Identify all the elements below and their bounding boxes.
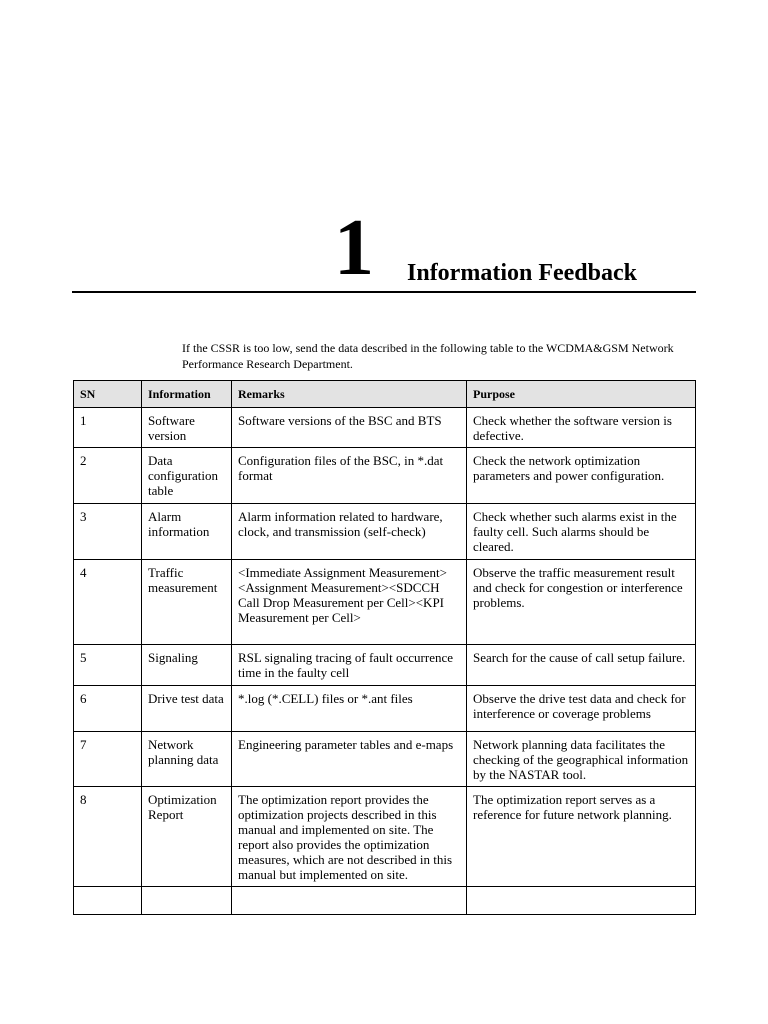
cell-sn: 4 <box>74 560 142 645</box>
cell-purpose: Observe the drive test data and check for interference or coverage problems <box>467 686 696 732</box>
cell-sn: 6 <box>74 686 142 732</box>
cell-purpose: Check whether such alarms exist in the faulty cell. Such alarms should be cleared. <box>467 504 696 560</box>
cell-information: Alarm information <box>142 504 232 560</box>
cell-sn: 3 <box>74 504 142 560</box>
cell-information: Traffic measurement <box>142 560 232 645</box>
cell-sn: 2 <box>74 448 142 504</box>
chapter-title: Information Feedback <box>407 260 637 286</box>
header-remarks: Remarks <box>232 381 467 408</box>
cell-remarks: Software versions of the BSC and BTS <box>232 408 467 448</box>
cell-sn: 7 <box>74 732 142 787</box>
information-table <box>73 380 696 915</box>
cell-purpose: Observe the traffic measurement result and check for congestion or interference problems. <box>467 560 696 645</box>
chapter-number: 1 <box>334 204 374 292</box>
cell-information: Drive test data <box>142 686 232 732</box>
table-row <box>74 504 696 560</box>
cell-remarks: Alarm information related to hardware, clock, and transmission (self-check) <box>232 504 467 560</box>
cell-purpose: Check whether the software version is defective. <box>467 408 696 448</box>
cell-purpose <box>467 887 696 915</box>
cell-purpose: Network planning data facilitates the checking of the geographical information by the NASTAR tool. <box>467 732 696 787</box>
table-row <box>74 787 696 887</box>
table-header-row <box>74 381 696 408</box>
chapter-divider <box>72 291 696 293</box>
table-row <box>74 408 696 448</box>
cell-remarks <box>232 887 467 915</box>
table-row <box>74 686 696 732</box>
intro-paragraph: If the CSSR is too low, send the data described in the following table to the WCDMA&GSM Network Performance Research Department. <box>182 341 674 371</box>
cell-remarks: The optimization report provides the optimization projects described in this manual and implemented on site. The report also provides the optimization measures, which are not described in this manual but implemented on site. <box>232 787 467 887</box>
cell-purpose: Check the network optimization parameters and power configuration. <box>467 448 696 504</box>
cell-remarks: Engineering parameter tables and e-maps <box>232 732 467 787</box>
cell-information: Optimization Report <box>142 787 232 887</box>
cell-purpose: The optimization report serves as a reference for future network planning. <box>467 787 696 887</box>
header-purpose: Purpose <box>467 381 696 408</box>
table-row-empty <box>74 887 696 915</box>
cell-remarks: RSL signaling tracing of fault occurrence time in the faulty cell <box>232 645 467 686</box>
cell-remarks: *.log (*.CELL) files or *.ant files <box>232 686 467 732</box>
cell-sn: 8 <box>74 787 142 887</box>
table-row <box>74 732 696 787</box>
header-sn: SN <box>74 381 142 408</box>
cell-remarks: Configuration files of the BSC, in *.dat format <box>232 448 467 504</box>
cell-information <box>142 887 232 915</box>
cell-sn: 1 <box>74 408 142 448</box>
cell-purpose: Search for the cause of call setup failure. <box>467 645 696 686</box>
cell-information: Software version <box>142 408 232 448</box>
cell-remarks: <Immediate Assignment Measurement><Assignment Measurement><SDCCH Call Drop Measurement per Cell><KPI Measurement per Cell> <box>232 560 467 645</box>
header-information: Information <box>142 381 232 408</box>
table-row <box>74 560 696 645</box>
table-row <box>74 448 696 504</box>
cell-information: Network planning data <box>142 732 232 787</box>
cell-information: Data configuration table <box>142 448 232 504</box>
cell-sn <box>74 887 142 915</box>
cell-information: Signaling <box>142 645 232 686</box>
table-row <box>74 645 696 686</box>
cell-sn: 5 <box>74 645 142 686</box>
